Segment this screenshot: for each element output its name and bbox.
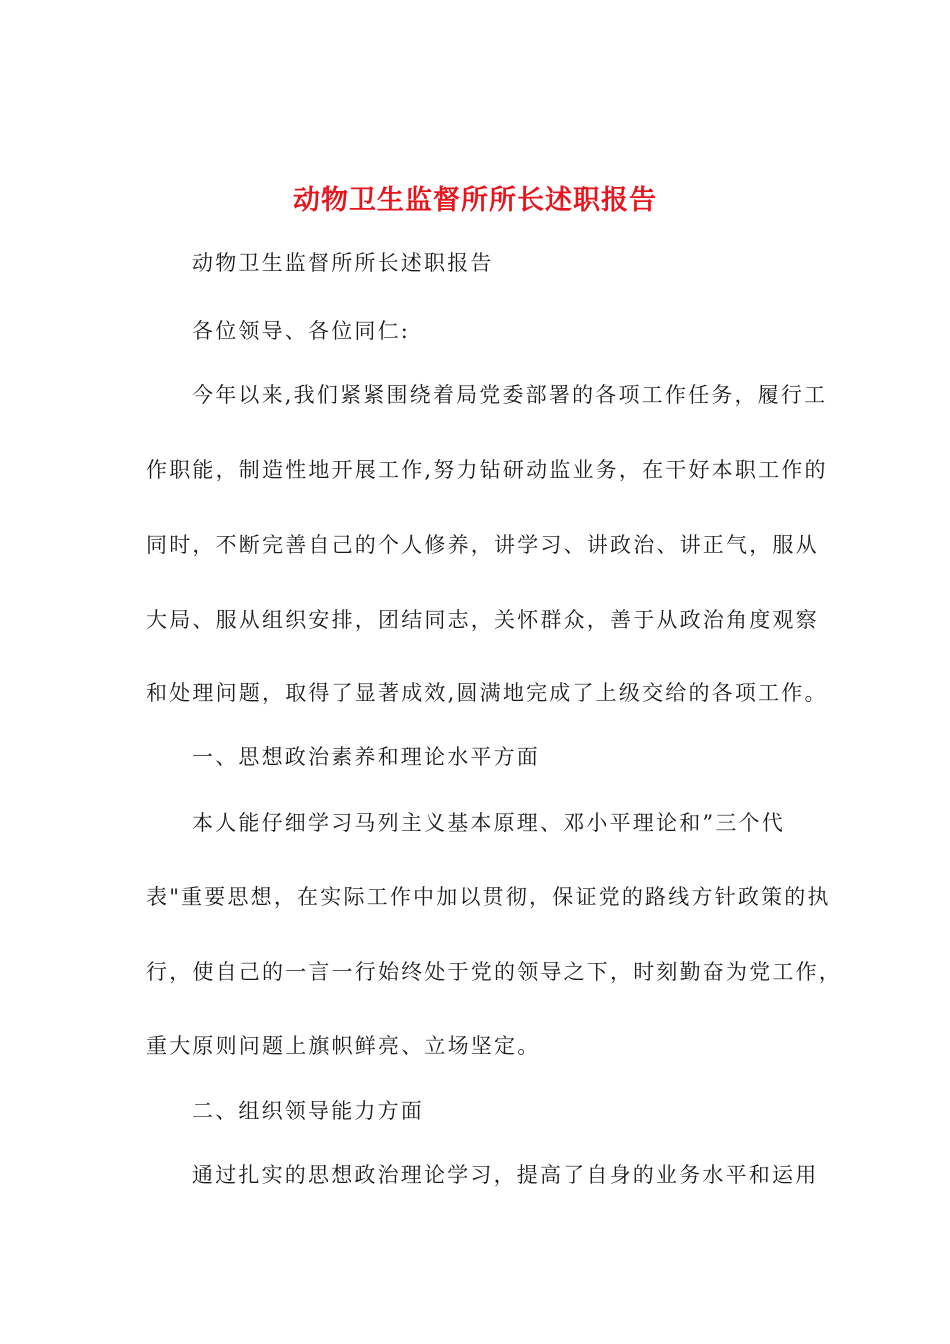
section-heading: 二、组织领导能力方面	[192, 1099, 424, 1123]
paragraph-line: 今年以来,我们紧紧围绕着局党委部署的各项工作任务，履行工	[192, 383, 828, 407]
paragraph-line: 同时，不断完善自己的个人修养，讲学习、讲政治、讲正气，服从	[146, 533, 819, 557]
paragraph-line: 作职能，制造性地开展工作,努力钻研动监业务，在干好本职工作的	[146, 458, 828, 482]
paragraph-line: 本人能仔细学习马列主义基本原理、邓小平理论和”三个代	[192, 811, 785, 835]
document-title: 动物卫生监督所所长述职报告	[293, 185, 657, 216]
paragraph-line: 行，使自己的一言一行始终处于党的领导之下，时刻勤奋为党工作，	[146, 960, 842, 984]
paragraph-line: 和处理问题，取得了显著成效,圆满地完成了上级交给的各项工作。	[146, 681, 828, 705]
paragraph-line: 大局、服从组织安排，团结同志，关怀群众，善于从政治角度观察	[146, 608, 819, 632]
paragraph-line: 通过扎实的思想政治理论学习，提高了自身的业务水平和运用	[192, 1163, 819, 1187]
subtitle-line: 动物卫生监督所所长述职报告	[192, 251, 494, 275]
greeting-line: 各位领导、各位同仁:	[192, 319, 411, 343]
paragraph-line: 重大原则问题上旗帜鲜亮、立场坚定。	[146, 1034, 541, 1058]
section-heading: 一、思想政治素养和理论水平方面	[192, 745, 540, 769]
paragraph-line: 表"重要思想，在实际工作中加以贯彻，保证党的路线方针政策的执	[146, 885, 831, 909]
